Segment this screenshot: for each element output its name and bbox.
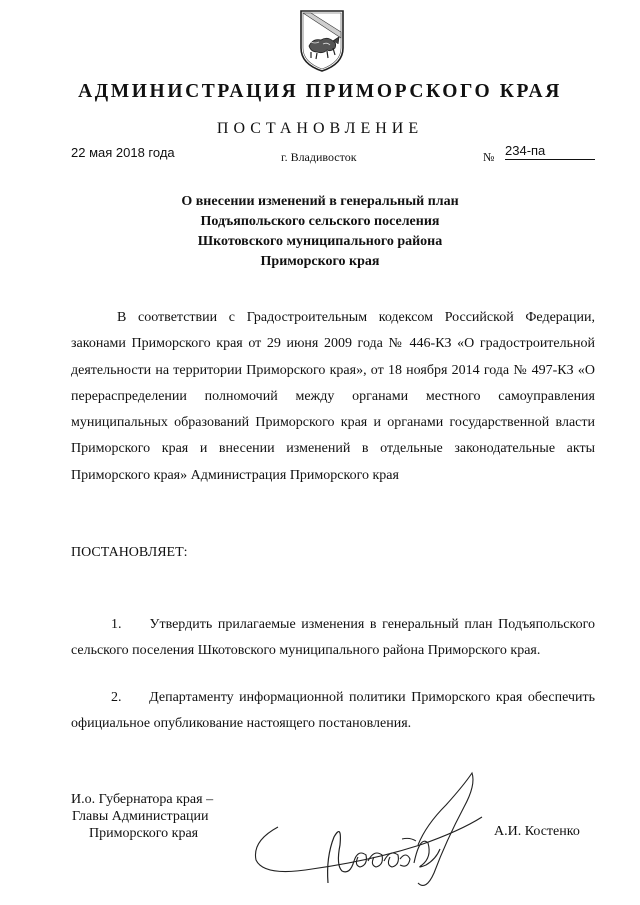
subject-line: Подъяпольского сельского поселения (200, 214, 440, 229)
intro-paragraph: В соответствии с Градостроительным кодексом Российской Федерации, законами Приморского края от 29 июня 2009 года № 446-КЗ «О градостроительной деятельности на территории Приморского края», от 18 ноября 2014 года № 497-КЗ «О перераспределении полномочий между органами местного самоуправления муниципальных образований Приморского края и органами государственной власти Приморского края и внесении изменений в отдельные законодательные акты Приморского края» Администрация Приморского края (71, 310, 595, 483)
decree-item-2: 2. Департаменту информационной политики Приморского края обеспечить официальное опубликование настоящего постановления. (71, 690, 595, 732)
position-line: Приморского края (89, 826, 199, 841)
subject-line: Шкотовского муниципального района (197, 234, 443, 249)
document-date: 22 мая 2018 года (71, 145, 175, 160)
signer-name: А.И. Костенко (494, 824, 580, 839)
decree-heading: ПОСТАНОВЛЯЕТ: (71, 545, 188, 560)
decree-item-1: 1. Утвердить прилагаемые изменения в генеральный план Подъяпольского сельского поселения Шкотовского муниципального района Приморского края. (71, 617, 595, 659)
number-sign: № (483, 150, 495, 164)
position-line: Главы Администрации (72, 809, 209, 824)
document-subject (0, 192, 640, 272)
handwritten-signature (250, 765, 520, 900)
subject-line: О внесении изменений в генеральный план (181, 194, 459, 209)
coat-of-arms-icon (297, 8, 347, 74)
document-number: 234-па (505, 143, 595, 160)
document-type: ПОСТАНОВЛЕНИЕ (216, 120, 424, 137)
position-line: И.о. Губернатора края – (71, 792, 214, 807)
organization-title: АДМИНИСТРАЦИЯ ПРИМОРСКОГО КРАЯ (78, 81, 562, 102)
document-city: г. Владивосток (281, 150, 357, 164)
subject-line: Приморского края (260, 254, 380, 269)
signatory-position (71, 791, 213, 842)
